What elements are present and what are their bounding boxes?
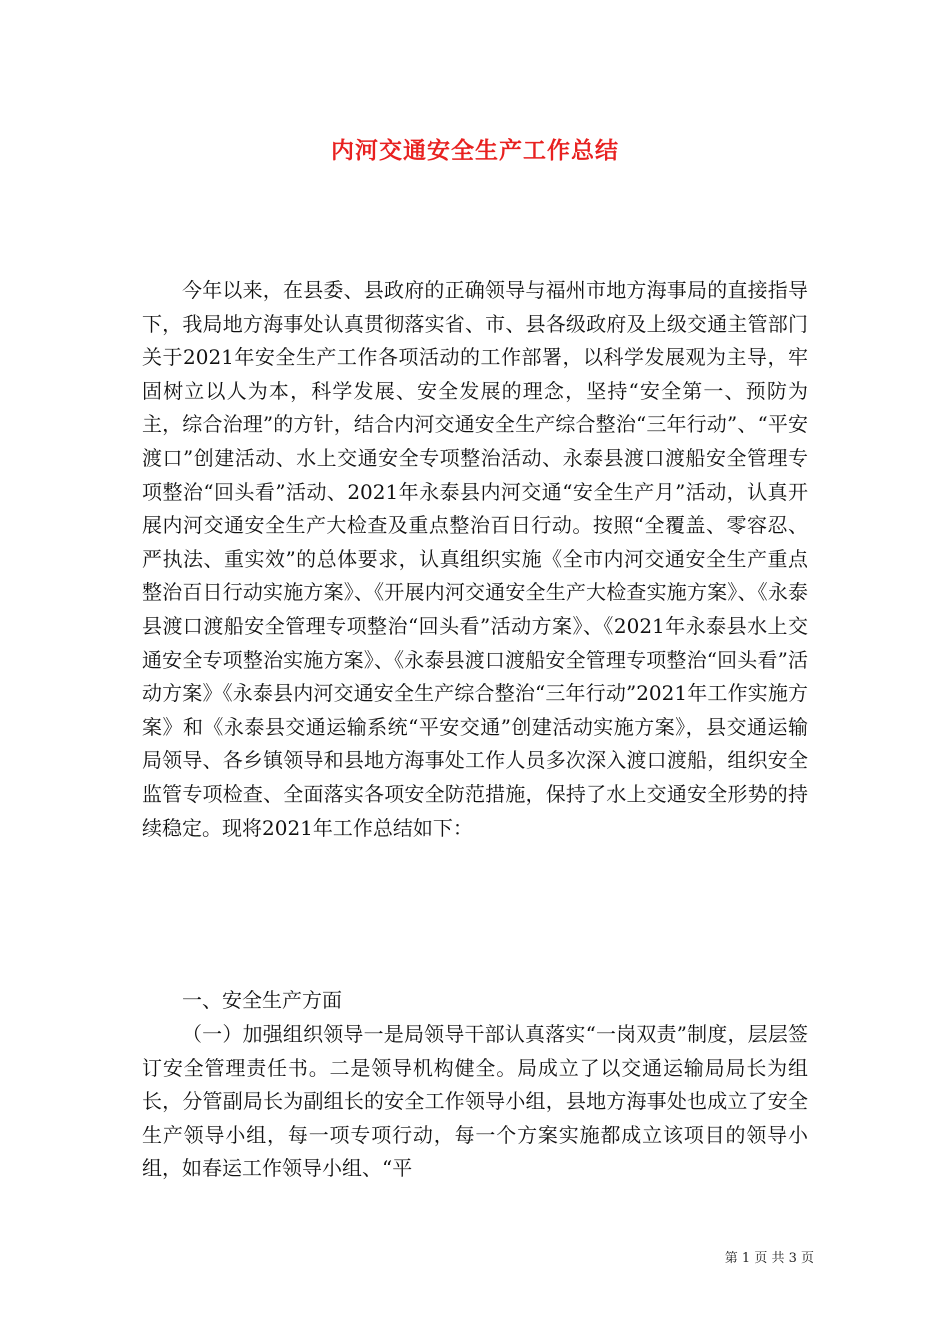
intro-paragraph: 今年以来，在县委、县政府的正确领导与福州市地方海事局的直接指导下，我局地方海事处认真贯彻落实省、市、县各级政府及上级交通主管部门关于2021年安全生产工作各项活动的工作部署，以科学发展观为主导，牢固树立以人为本，科学发展、安全发展的理念，坚持“安全第一、预防为主，综合治理”的方针，结合内河交通安全生产综合整治“三年行动”、“平安渡口”创建活动、水上交通安全专项整治活动、永泰县渡口渡船安全管理专项整治“回头看”活动、2021年永泰县内河交通“安全生产月”活动，认真开展内河交通安全生产大检查及重点整治百日行动。按照“全覆盖、零容忍、严执法、重实效”的总体要求，认真组织实施《全市内河交通安全生产重点整治百日行动实施方案》、《开展内河交通安全生产大检查实施方案》、《永泰县渡口渡船安全管理专项整治“回头看”活动方案》、《2021年永泰县水上交通安全专项整治实施方案》、《永泰县渡口渡船安全管理专项整治“回头看”活动方案》《永泰县内河交通安全生产综合整治“三年行动”2021年工作实施方案》和《永泰县交通运输系统“平安交通”创建活动实施方案》，县交通运输局领导、各乡镇领导和县地方海事处工作人员多次深入渡口渡船，组织安全监管专项检查、全面落实各项安全防范措施，保持了水上交通安全形势的持续稳定。现将2021年工作总结如下： <box>142 278 808 840</box>
page-footer: 第 1 页 共 3 页 <box>724 1251 814 1266</box>
section-paragraph-block <box>142 1018 808 1203</box>
section-heading: 一、安全生产方面 <box>182 988 342 1012</box>
document-title: 内河交通安全生产工作总结 <box>331 137 619 164</box>
intro-paragraph-block <box>142 274 808 979</box>
section-paragraph: （一）加强组织领导一是局领导干部认真落实“一岗双责”制度，层层签订安全管理责任书。二是领导机构健全。局成立了以交通运输局局长为组长，分管副局长为副组长的安全工作领导小组，县地方海事处也成立了安全生产领导小组，每一项专项行动，每一个方案实施都成立该项目的领导小组，如春运工作领导小组、“平 <box>142 1022 808 1181</box>
